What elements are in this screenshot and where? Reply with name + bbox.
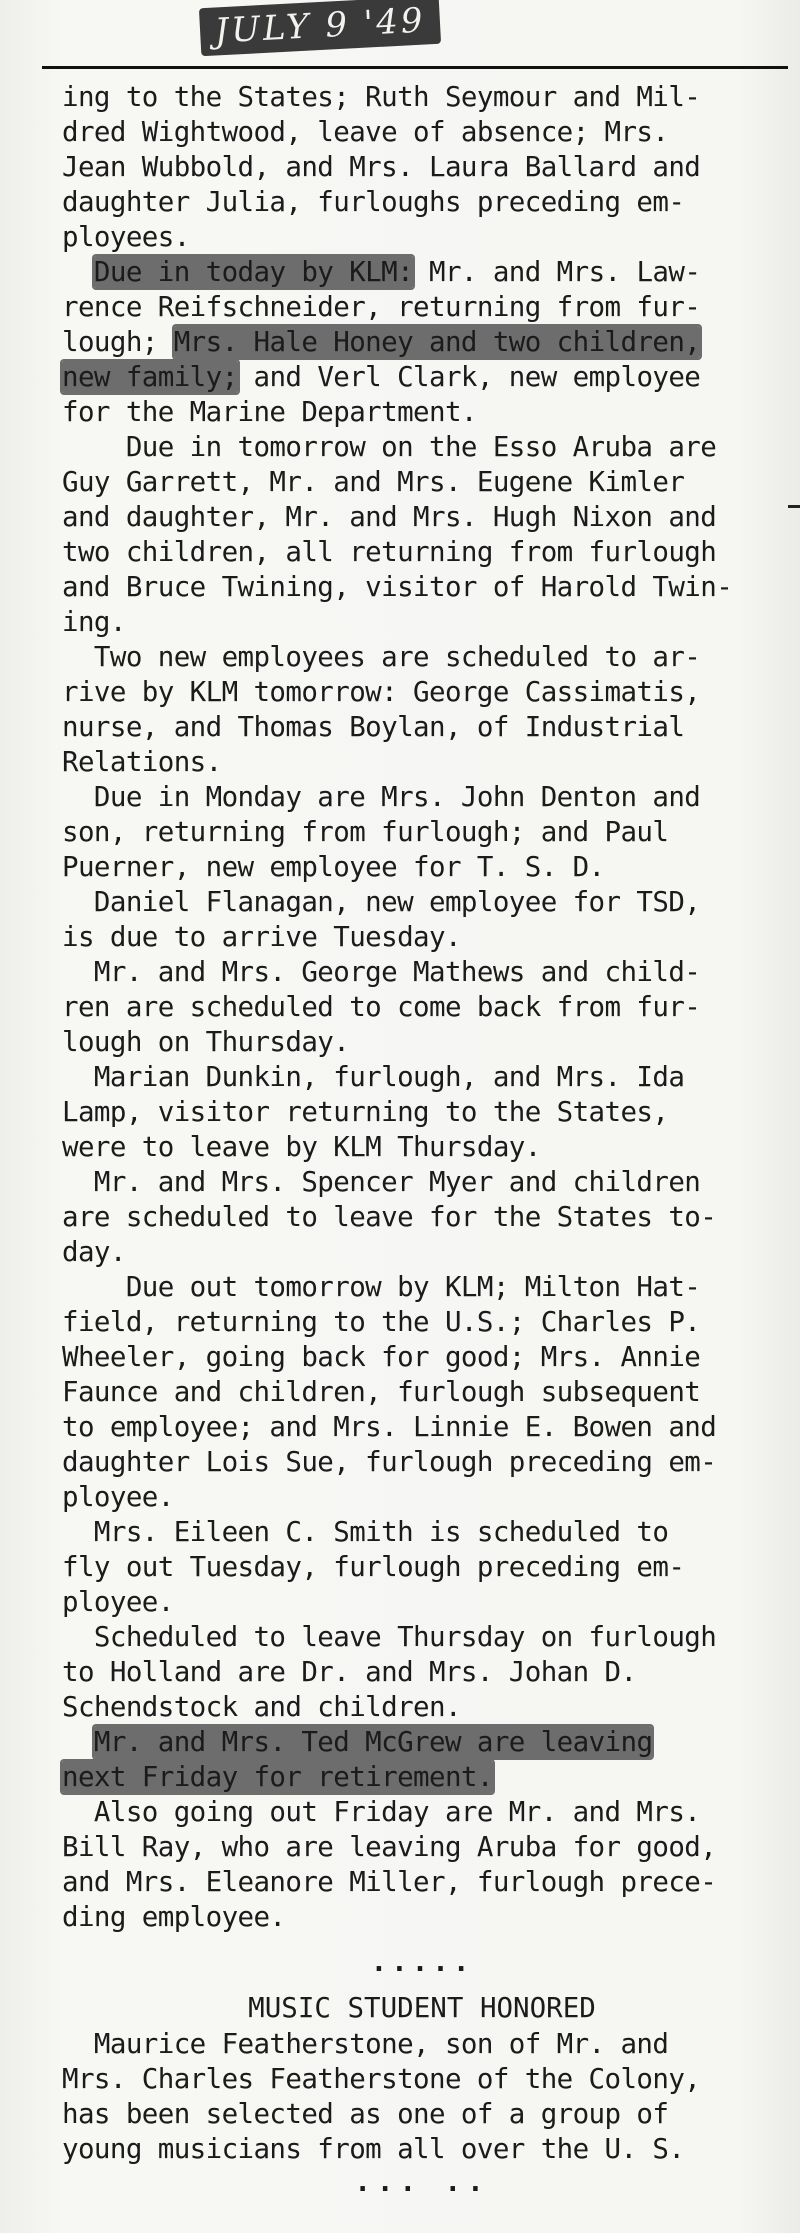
section-line: young musicians from all over the U. S. <box>62 2133 685 2165</box>
article-line: Faunce and children, furlough subsequent <box>62 1376 701 1408</box>
spacer <box>62 1981 782 1989</box>
article-line: ployee. <box>62 1586 174 1618</box>
section-line: has been selected as one of a group of <box>62 2098 669 2130</box>
article-line: rive by KLM tomorrow: George Cassimatis, <box>62 676 701 708</box>
article-line: Due in today by KLM: Mr. and Mrs. Law- <box>93 256 701 288</box>
article-line: ding employee. <box>62 1901 286 1933</box>
section-line: Maurice Featherstone, son of Mr. and <box>62 2028 669 2060</box>
article-line: to employee; and Mrs. Linnie E. Bowen and <box>62 1411 717 1443</box>
highlighted-text: new family; <box>62 361 238 393</box>
article-line: and Mrs. Eleanore Miller, furlough prece- <box>62 1866 717 1898</box>
article-line: ren are scheduled to come back from fur- <box>62 991 701 1023</box>
highlighted-text: Due in today by KLM: <box>93 256 414 288</box>
section-title: MUSIC STUDENT HONORED <box>248 1992 596 2024</box>
highlighted-text: Mrs. Hale Honey and two children, <box>173 326 701 358</box>
article-line: Mrs. Eileen C. Smith is scheduled to <box>62 1516 669 1548</box>
date-stamp: JULY 9 '49 <box>199 0 441 56</box>
article-line: Lamp, visitor returning to the States, <box>62 1096 669 1128</box>
article-line: ing to the States; Ruth Seymour and Mil- <box>62 81 701 113</box>
article-line: Due in Monday are Mrs. John Denton and <box>62 781 701 813</box>
article-line: lough on Thursday. <box>62 1026 350 1058</box>
article-line: for the Marine Department. <box>62 396 477 428</box>
article-line: Bill Ray, who are leaving Aruba for good, <box>62 1831 717 1863</box>
article-line: to Holland are Dr. and Mrs. Johan D. <box>62 1656 637 1688</box>
article-line: ployee. <box>62 1481 174 1513</box>
article-line: Schendstock and children. <box>62 1691 461 1723</box>
article-line: were to leave by KLM Thursday. <box>62 1131 541 1163</box>
end-mark: ... .. <box>354 2166 490 2198</box>
article-line: rence Reifschneider, returning from fur- <box>62 291 701 323</box>
article-line: ployees. <box>62 221 190 253</box>
article-line <box>62 1760 782 1795</box>
article-line: lough; Mrs. Hale Honey and two children, <box>62 326 701 358</box>
article-line: Two new employees are scheduled to ar- <box>62 641 701 673</box>
article-column <box>62 80 782 2197</box>
article-line: and daughter, Mr. and Mrs. Hugh Nixon and <box>62 501 717 533</box>
article-line: Puerner, new employee for T. S. D. <box>62 851 605 883</box>
highlighted-text: Mr. and Mrs. Ted McGrew are leaving <box>93 1726 653 1758</box>
article-line: Jean Wubbold, and Mrs. Laura Ballard and <box>62 151 701 183</box>
article-line: son, returning from furlough; and Paul <box>62 816 669 848</box>
article-line: Daniel Flanagan, new employee for TSD, <box>62 886 701 918</box>
article-line: is due to arrive Tuesday. <box>62 921 461 953</box>
article-line: Scheduled to leave Thursday on furlough <box>62 1621 717 1653</box>
article-line: Marian Dunkin, furlough, and Mrs. Ida <box>62 1061 685 1093</box>
article-line: Wheeler, going back for good; Mrs. Annie <box>62 1341 701 1373</box>
article-line: are scheduled to leave for the States to- <box>62 1201 717 1233</box>
article-line: daughter Julia, furloughs preceding em- <box>62 186 685 218</box>
article-line: day. <box>62 1236 126 1268</box>
article-line: Mr. and Mrs. Spencer Myer and children <box>62 1166 701 1198</box>
article-line: Guy Garrett, Mr. and Mrs. Eugene Kimler <box>62 466 685 498</box>
article-line: two children, all returning from furlough <box>62 536 717 568</box>
article-line: Mr. and Mrs. George Mathews and child- <box>62 956 701 988</box>
article-line: Relations. <box>62 746 222 778</box>
article-line <box>62 1725 782 1760</box>
article-line: ing. <box>62 606 126 638</box>
article-line: Due in tomorrow on the Esso Aruba are <box>62 431 717 463</box>
spacer <box>62 1935 782 1943</box>
article-line: dred Wightwood, leave of absence; Mrs. <box>62 116 669 148</box>
top-rule <box>42 66 788 69</box>
article-line: and Bruce Twining, visitor of Harold Twin- <box>62 571 733 603</box>
separator-dots: ..... <box>370 1946 474 1978</box>
article-line: daughter Lois Sue, furlough preceding em- <box>62 1446 717 1478</box>
article-line: Due out tomorrow by KLM; Milton Hat- <box>62 1271 701 1303</box>
article-line: new family; and Verl Clark, new employee <box>62 361 701 393</box>
article-line: nurse, and Thomas Boylan, of Industrial <box>62 711 685 743</box>
article-line: Also going out Friday are Mr. and Mrs. <box>62 1796 701 1828</box>
margin-mark <box>788 505 800 508</box>
section-line: Mrs. Charles Featherstone of the Colony, <box>62 2063 701 2095</box>
highlighted-text: next Friday for retirement. <box>62 1761 493 1793</box>
article-line: field, returning to the U.S.; Charles P. <box>62 1306 701 1338</box>
article-line: fly out Tuesday, furlough preceding em- <box>62 1551 685 1583</box>
